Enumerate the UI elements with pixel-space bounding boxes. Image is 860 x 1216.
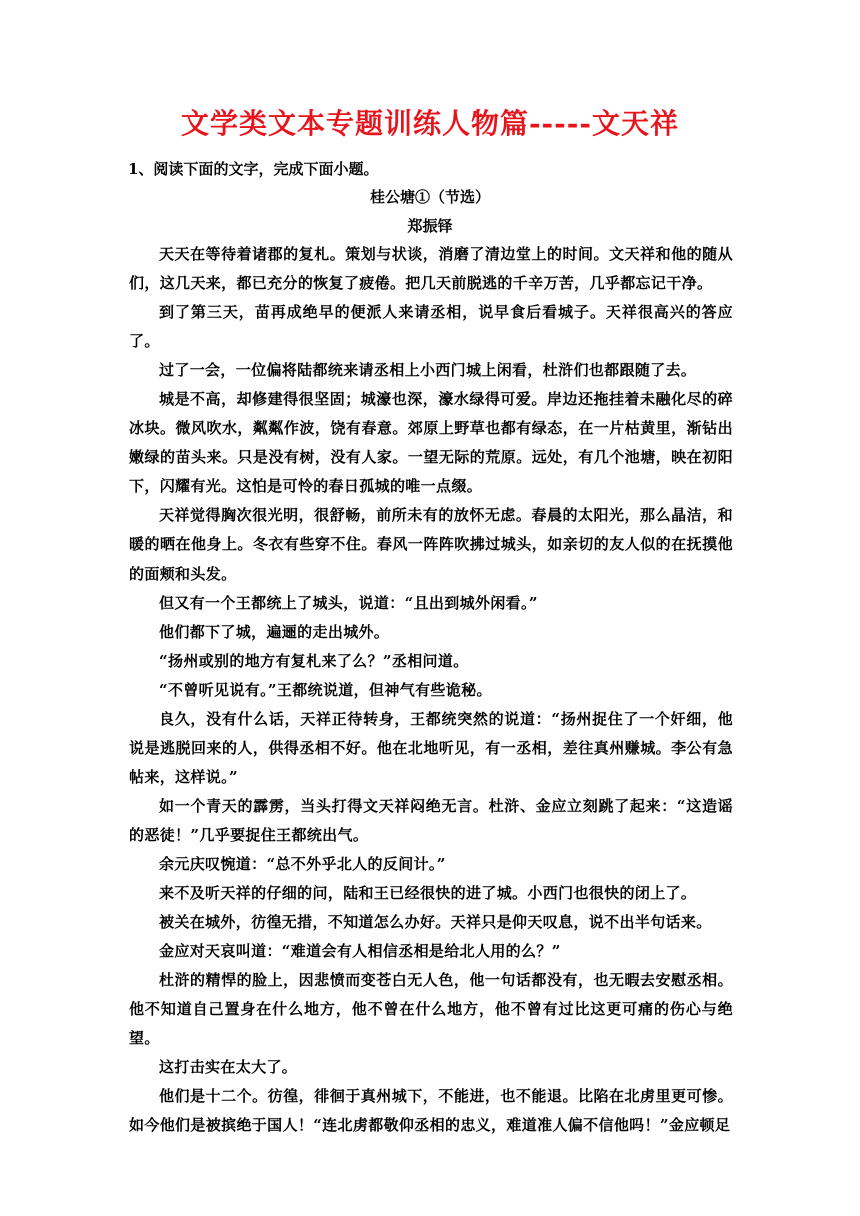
paragraph: 被关在城外，彷徨无措，不知道怎么办好。天祥只是仰天叹息，说不出半句话来。 xyxy=(159,913,712,932)
paragraph: 金应对天哀叫道：“难道会有人相信丞相是给北人用的么？” xyxy=(159,942,561,961)
article-body xyxy=(129,240,733,1140)
article-title: 桂公塘①（节选） xyxy=(369,188,490,206)
paragraph: 城是不高，却修建得很坚固；城濠也深，濠水绿得可爱。岸边还拖挂着未融化尽的碎冰块。微风吹水，粼粼作波，饶有春意。郊原上野草也都有绿态，在一片枯黄里，渐钻出嫩绿的苗头来。只是没有树，没有人家。一望无际的荒原。远处，有几个池塘，映在初阳下，闪耀有光。这怕是可怜的春日孤城的唯一点缀。 xyxy=(129,390,733,496)
paragraph: 余元庆叹惋道：“总不外乎北人的反间计。” xyxy=(159,854,446,873)
paragraph: 如一个青天的霹雳，当头打得文天祥闷绝无言。杜浒、金应立刻跳了起来：“这造谣的恶徒！”几乎要捉住王都统出气。 xyxy=(129,796,733,844)
paragraph: 来不及听天祥的仔细的问，陆和王已经很快的进了城。小西门也很快的闭上了。 xyxy=(159,884,697,903)
paragraph: 天祥觉得胸次很光明，很舒畅，前所未有的放怀无虑。春晨的太阳光，那么晶洁，和暖的晒在他身上。冬衣有些穿不住。春风一阵阵吹拂过城头，如亲切的友人似的在抚摸他的面颊和头发。 xyxy=(129,506,733,583)
paragraph: “不曾听见说有。”王都统说道，但神气有些诡秘。 xyxy=(159,680,492,699)
paragraph: 天天在等待着诸郡的复札。策划与状谈，消磨了清边堂上的时间。文天祥和他的随从们，这几天来，都已充分的恢复了疲倦。把几天前脱逃的千辛万苦，几乎都忘记干净。 xyxy=(129,245,733,293)
question-prompt: 1、阅读下面的文字，完成下面小题。 xyxy=(128,160,379,178)
article-author: 郑振铎 xyxy=(407,217,453,235)
paragraph: 到了第三天，苗再成绝早的便派人来请丞相，说早食后看城子。天祥很高兴的答应了。 xyxy=(129,303,733,351)
paragraph: 但又有一个王都统上了城头，说道：“且出到城外闲看。” xyxy=(159,593,538,612)
paragraph: 他们都下了城，遍逦的走出城外。 xyxy=(159,622,390,641)
paragraph: 杜浒的精悍的脸上，因悲愤而变苍白无人色，他一句话都没有，也无暇去安慰丞相。他不知道自己置身在什么地方，他不曾在什么地方，他不曾有过比这更可痛的伤心与绝望。 xyxy=(129,971,733,1048)
paragraph: 这打击实在太大了。 xyxy=(159,1058,298,1077)
paragraph: “扬州或别的地方有复札来了么？”丞相问道。 xyxy=(159,651,469,670)
paragraph: 他们是十二个。彷徨，徘徊于真州城下，不能进，也不能退。比陷在北虏里更可惨。如今他们是被摈绝于国人！“连北虏都敬仰丞相的忠义，难道准人偏不信他吗！”金应顿足 xyxy=(129,1087,733,1135)
paragraph: 良久，没有什么话，天祥正待转身，王都统突然的说道：“扬州捉住了一个奸细，他说是逃脱回来的人，供得丞相不好。他在北地听见，有一丞相，差往真州赚城。李公有急帖来，这样说。” xyxy=(129,709,733,786)
paragraph: 过了一会，一位偏将陆都统来请丞相上小西门城上闲看，杜浒们也都跟随了去。 xyxy=(159,361,697,380)
document-title: 文学类文本专题训练人物篇-----文天祥 xyxy=(180,107,680,140)
